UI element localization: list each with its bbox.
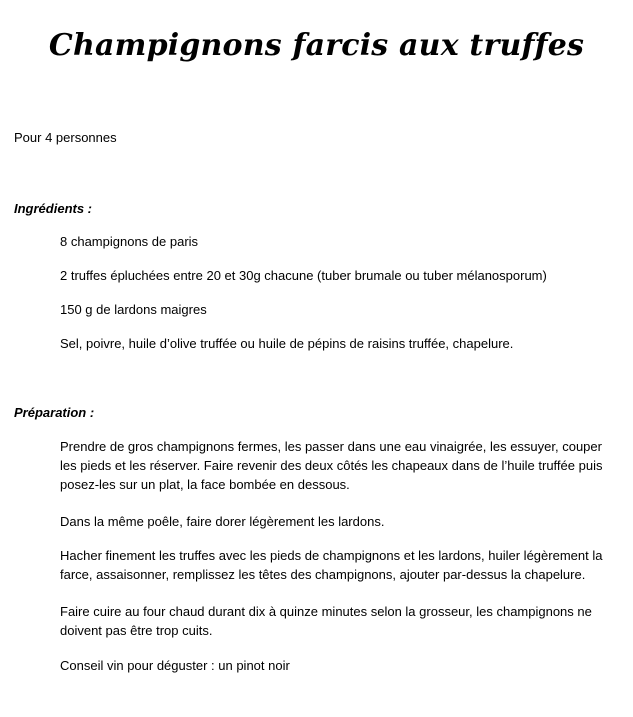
preparation-step: Faire cuire au four chaud durant dix à quinze minutes selon la grosseur, les champignons ne doivent pas être trop cuits. bbox=[60, 604, 592, 638]
ingredient-item: 150 g de lardons maigres bbox=[60, 302, 207, 317]
servings-text: Pour 4 personnes bbox=[14, 130, 117, 145]
ingredient-item: Sel, poivre, huile d’olive truffée ou huile de pépins de raisins truffée, chapelure. bbox=[60, 336, 514, 351]
recipe-title: Champignons farcis aux truffes bbox=[48, 28, 585, 63]
preparation-step: Prendre de gros champignons fermes, les passer dans une eau vinaigrée, les essuyer, couper les pieds et les réserver. Faire revenir des deux côtés les chapeaux dans de l’huile truffée puis posez-les sur un plat, la face bombée en dessous. bbox=[60, 439, 603, 492]
ingredient-item: 2 truffes épluchées entre 20 et 30g chacune (tuber brumale ou tuber mélanosporum) bbox=[60, 268, 547, 283]
ingredient-item: 8 champignons de paris bbox=[60, 234, 199, 249]
preparation-step: Hacher finement les truffes avec les pieds de champignons et les lardons, huiler légèrement la farce, assaisonner, remplissez les têtes des champignons, ajouter par-dessus la chapelure. bbox=[60, 548, 603, 582]
preparation-heading: Préparation : bbox=[14, 405, 95, 420]
wine-advice: Conseil vin pour déguster : un pinot noir bbox=[60, 658, 290, 673]
preparation-step: Dans la même poêle, faire dorer légèrement les lardons. bbox=[60, 514, 385, 529]
ingredients-heading: Ingrédients : bbox=[14, 201, 93, 216]
